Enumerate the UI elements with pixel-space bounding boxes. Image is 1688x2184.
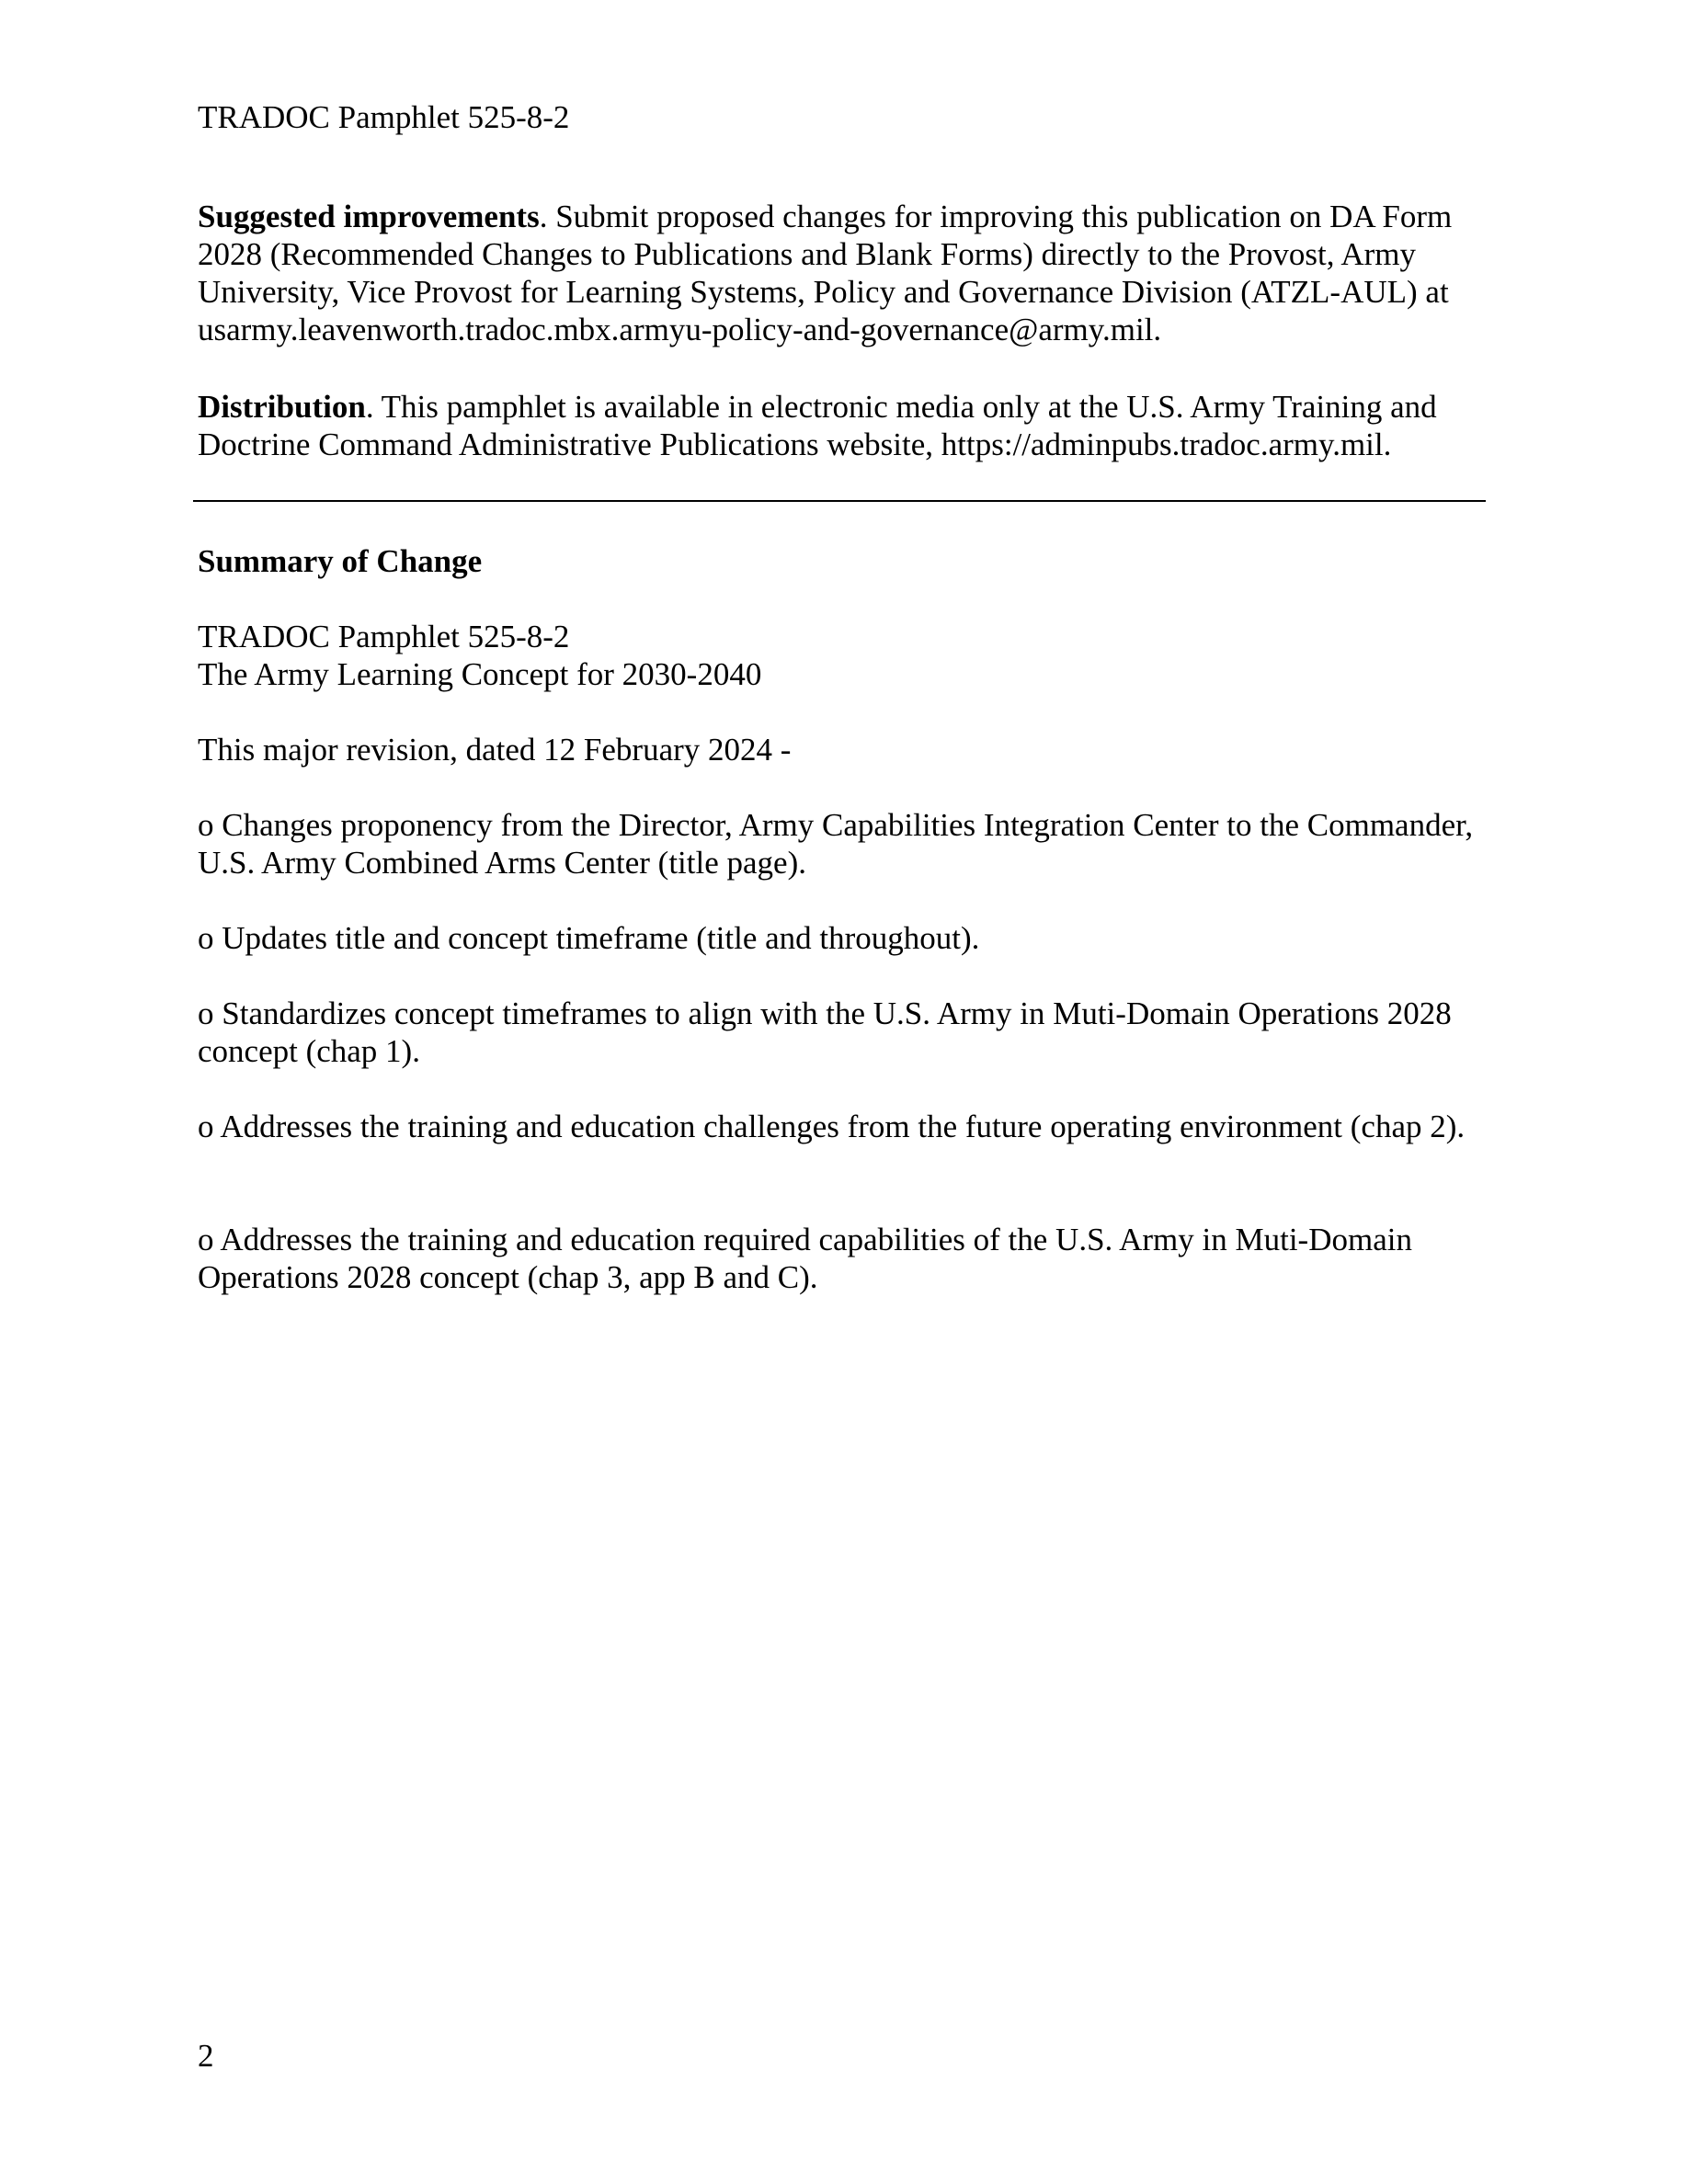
change-item: o Changes proponency from the Director, Army Capabilities Integration Center to the Commander, U.S. Army Combined Arms Center (title page). <box>198 807 1474 881</box>
suggested-improvements-paragraph <box>198 198 1485 348</box>
change-item: o Addresses the training and education required capabilities of the U.S. Army in Muti-Domain Operations 2028 concept (chap 3, app B and C). <box>198 1222 1412 1295</box>
summary-of-change-heading: Summary of Change <box>198 543 483 579</box>
change-item: o Standardizes concept timeframes to align with the U.S. Army in Muti-Domain Operations 2028 concept (chap 1). <box>198 995 1452 1069</box>
change-item: o Updates title and concept timeframe (title and throughout). <box>198 920 980 956</box>
suggested-improvements-text: . Submit proposed changes for improving this publication on DA Form 2028 (Recommended Changes to Publications and Blank Forms) directly to the Provost, Army University, Vice Provost for Learning Systems, Policy and Governance Division (ATZL-AUL) at usarmy.leavenworth.tradoc.mbx.armyu-policy-and-governance@army.mil. <box>198 199 1453 347</box>
distribution-paragraph <box>198 388 1485 463</box>
suggested-improvements-label: Suggested improvements <box>198 199 540 234</box>
change-item: o Addresses the training and education challenges from the future operating environment (chap 2). <box>198 1109 1466 1144</box>
summary-doc-id: TRADOC Pamphlet 525-8-2 <box>198 619 570 654</box>
revision-statement: This major revision, dated 12 February 2024 - <box>198 732 792 768</box>
page-number: 2 <box>198 2038 214 2074</box>
running-header: TRADOC Pamphlet 525-8-2 <box>198 99 570 135</box>
summary-doc-title: The Army Learning Concept for 2030-2040 <box>198 656 762 692</box>
distribution-label: Distribution <box>198 389 366 425</box>
distribution-text: . This pamphlet is available in electronic media only at the U.S. Army Training and Doctrine Command Administrative Publications website, https://adminpubs.tradoc.army.mil. <box>198 389 1437 462</box>
horizontal-divider <box>193 500 1486 502</box>
